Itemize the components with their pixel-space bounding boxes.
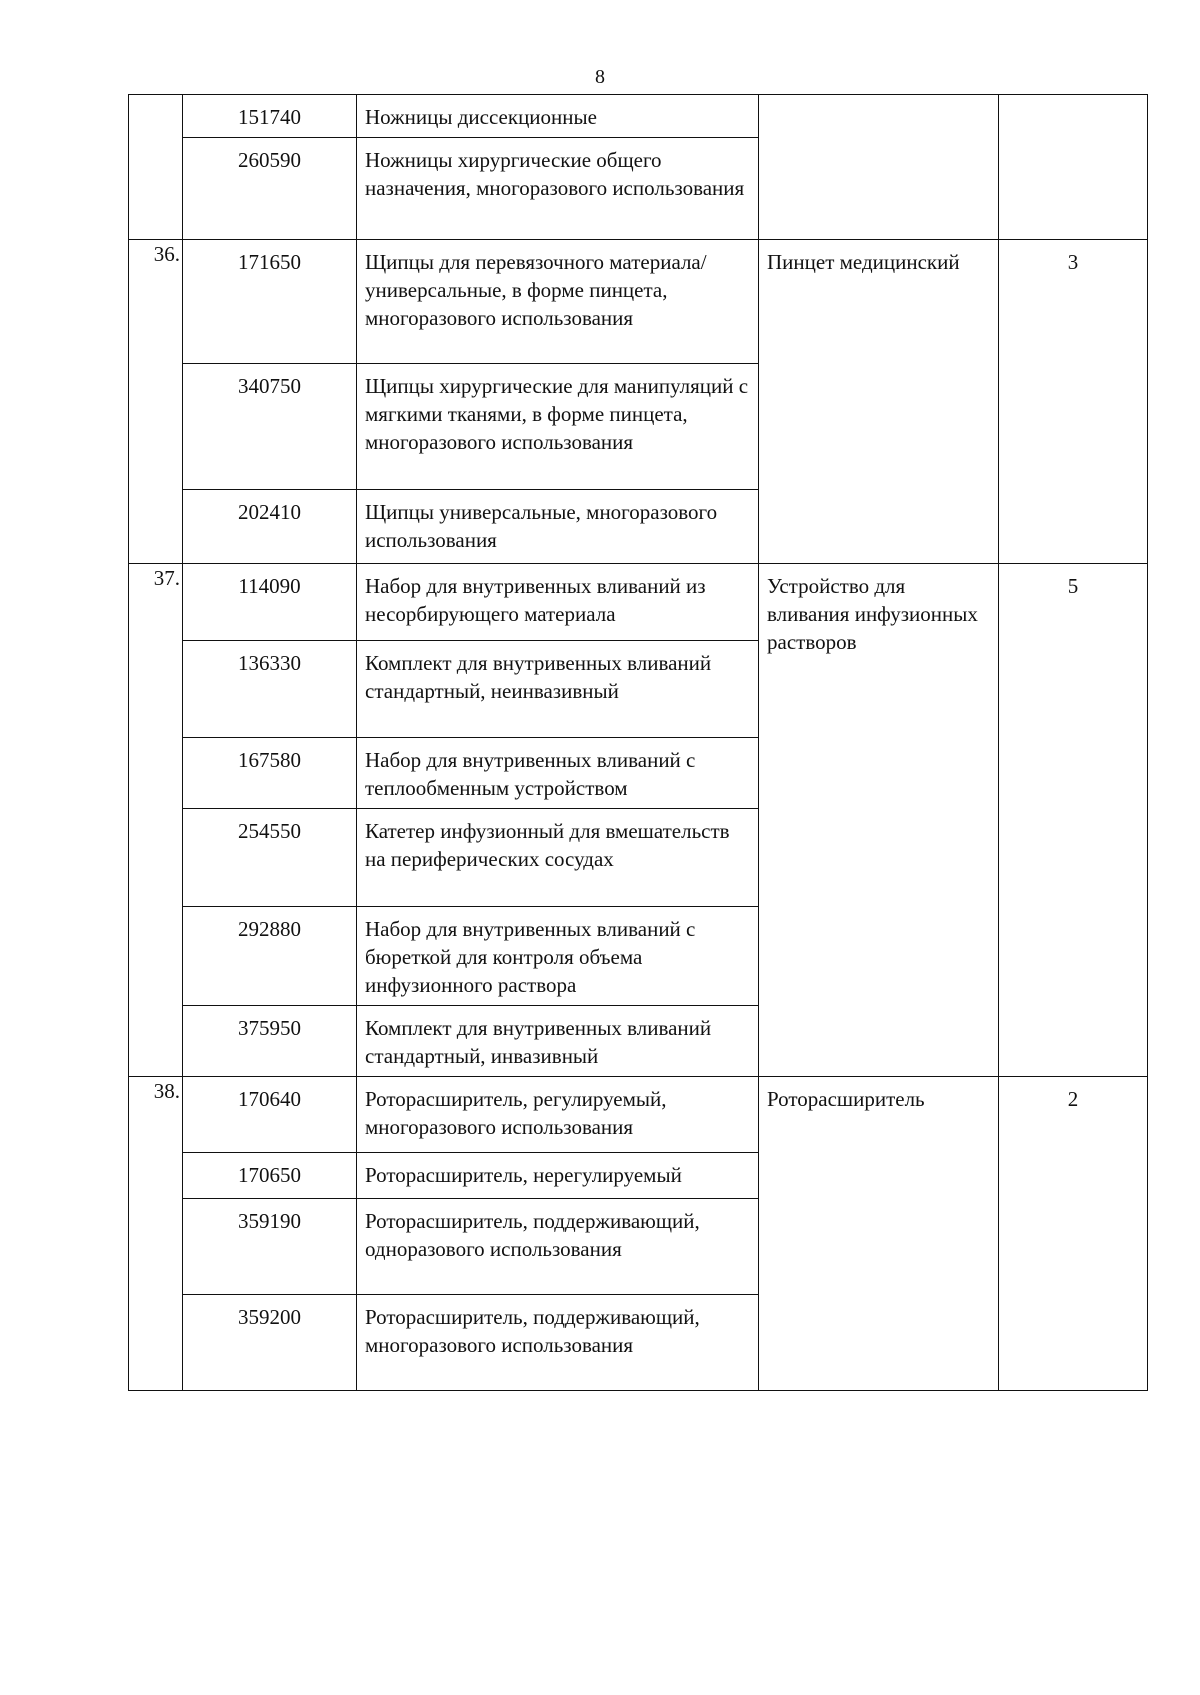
group-quantity: 2 — [999, 1077, 1148, 1391]
item-name: Комплект для внутривенных вливаний стандартный, инвазивный — [357, 1006, 759, 1077]
item-number: 38. — [129, 1077, 183, 1391]
item-name: Роторасширитель, регулируемый, многоразового использования — [357, 1077, 759, 1153]
item-name: Ножницы диссекционные — [357, 95, 759, 138]
table-row — [129, 564, 1148, 641]
table-row — [129, 1077, 1148, 1153]
item-code: 136330 — [183, 641, 357, 738]
item-code: 292880 — [183, 907, 357, 1006]
item-name: Ножницы хирургические общего назначения, многоразового использования — [357, 138, 759, 240]
table-row — [129, 95, 1148, 138]
item-code: 170650 — [183, 1153, 357, 1199]
table-row — [129, 240, 1148, 364]
item-code: 359200 — [183, 1295, 357, 1391]
item-name: Набор для внутривенных вливаний из несорбирующего материала — [357, 564, 759, 641]
group-name: Устройство для вливания инфузионных растворов — [759, 564, 999, 1077]
table-body — [129, 95, 1148, 1391]
item-name: Катетер инфузионный для вмешательств на периферических сосудах — [357, 809, 759, 907]
item-code: 171650 — [183, 240, 357, 364]
item-code: 202410 — [183, 490, 357, 564]
page-number: 8 — [595, 66, 605, 88]
item-name: Набор для внутривенных вливаний с бюреткой для контроля объема инфузионного раствора — [357, 907, 759, 1006]
group-name — [759, 95, 999, 240]
item-name: Роторасширитель, поддерживающий, многоразового использования — [357, 1295, 759, 1391]
item-name: Щипцы для перевязочного материала/универсальные, в форме пинцета, многоразового использования — [357, 240, 759, 364]
item-name: Набор для внутривенных вливаний с теплообменным устройством — [357, 738, 759, 809]
equipment-table — [128, 94, 1148, 1391]
item-code: 170640 — [183, 1077, 357, 1153]
item-name: Щипцы универсальные, многоразового использования — [357, 490, 759, 564]
item-name: Роторасширитель, поддерживающий, одноразового использования — [357, 1199, 759, 1295]
item-name: Щипцы хирургические для манипуляций с мягкими тканями, в форме пинцета, многоразового использования — [357, 364, 759, 490]
group-quantity: 5 — [999, 564, 1148, 1077]
group-quantity — [999, 95, 1148, 240]
item-number: 36. — [129, 240, 183, 564]
item-code: 167580 — [183, 738, 357, 809]
item-code: 254550 — [183, 809, 357, 907]
item-name: Роторасширитель, нерегулируемый — [357, 1153, 759, 1199]
item-code: 340750 — [183, 364, 357, 490]
item-code: 260590 — [183, 138, 357, 240]
group-name: Роторасширитель — [759, 1077, 999, 1391]
item-code: 114090 — [183, 564, 357, 641]
item-number: 37. — [129, 564, 183, 1077]
item-name: Комплект для внутривенных вливаний стандартный, неинвазивный — [357, 641, 759, 738]
group-name: Пинцет медицинский — [759, 240, 999, 564]
item-code: 359190 — [183, 1199, 357, 1295]
item-code: 375950 — [183, 1006, 357, 1077]
item-number — [129, 95, 183, 240]
group-quantity: 3 — [999, 240, 1148, 564]
item-code: 151740 — [183, 95, 357, 138]
